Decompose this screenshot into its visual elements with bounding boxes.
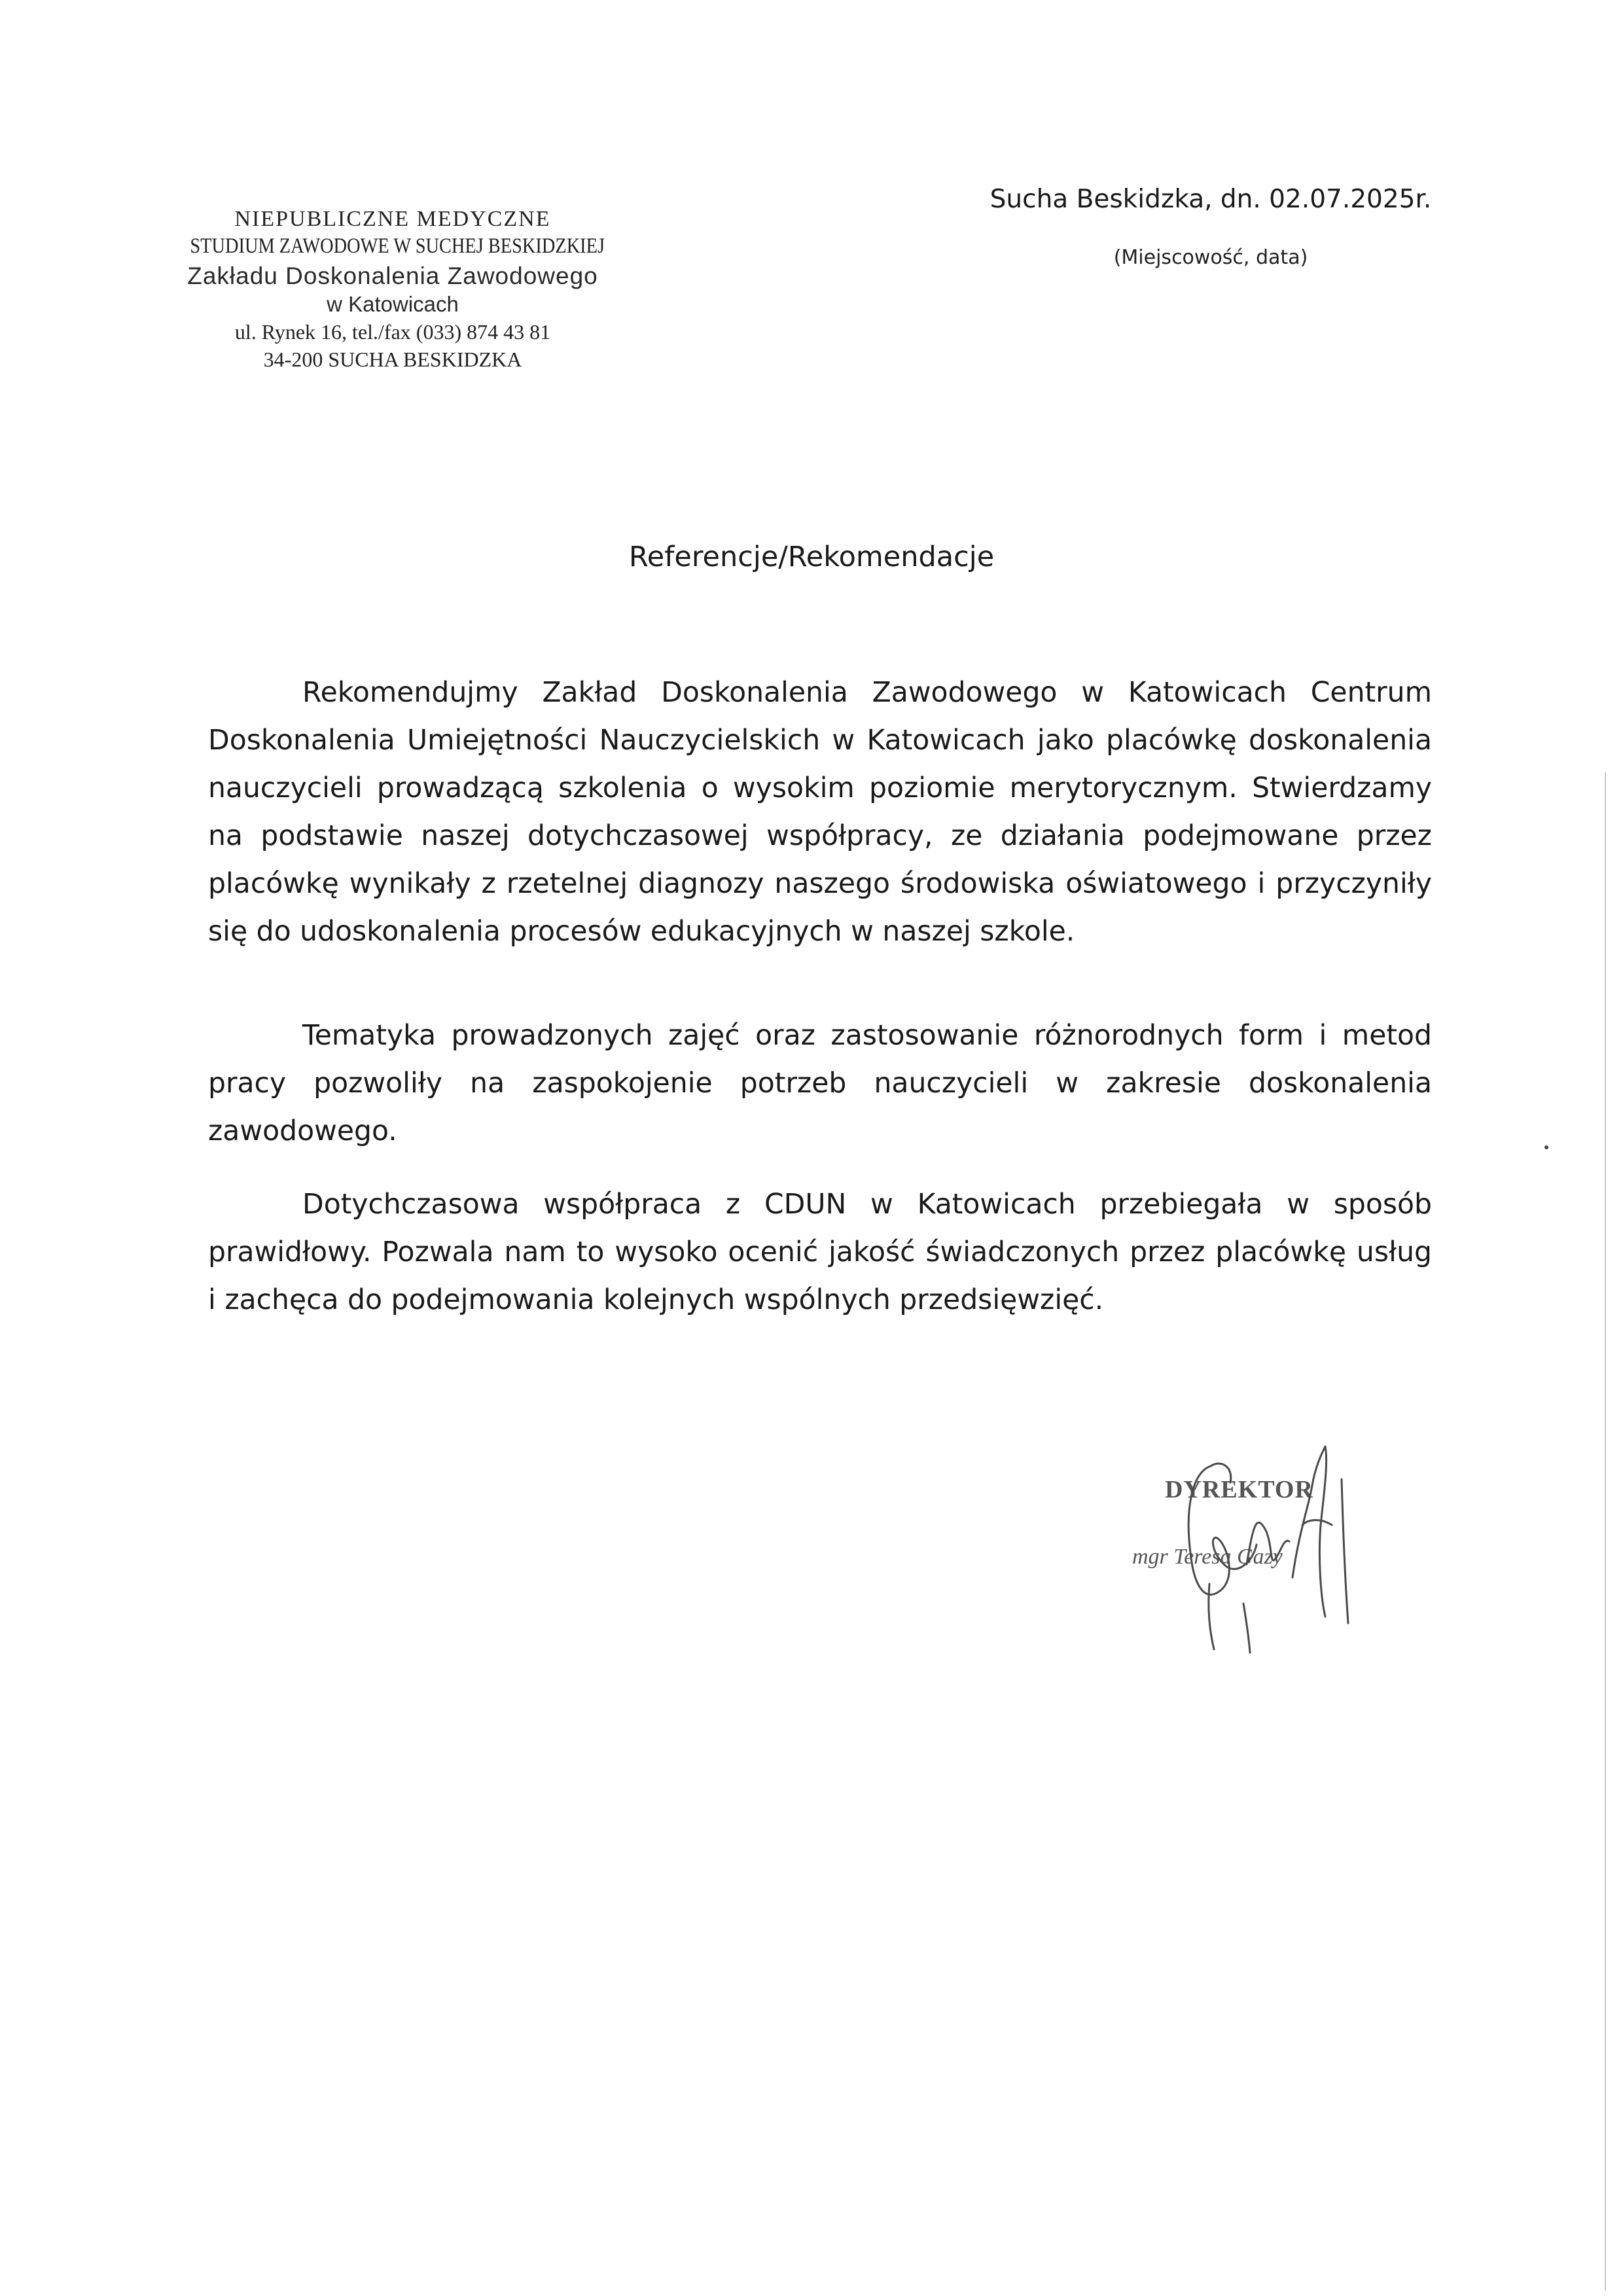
handwritten-signature — [1113, 1427, 1400, 1662]
stamp-line-6: 34-200 SUCHA BESKIDZKA — [263, 348, 522, 371]
paragraph-2: Tematyka prowadzonych zajęć oraz zastosowanie różnorodnych form i metod pracy pozwoliły na zaspokojenie potrzeb nauczycieli w zakresie doskonalenia zawodowego. — [208, 1020, 1432, 1147]
stamp-line-3: Zakładu Doskonalenia Zawodowego — [187, 262, 598, 289]
scan-edge-line — [1605, 772, 1606, 2291]
stamp-line-4: w Katowicach — [327, 292, 459, 316]
paragraph-1: Rekomendujmy Zakład Doskonalenia Zawodowego w Katowicach Centrum Doskonalenia Umiejętności Nauczycielskich w Katowicach jako placówkę doskonalenia nauczycieli prowadzącą szkolenia o wysokim poziomie merytorycznym. Stwierdzamy na podstawie naszej dotychczasowej współpracy, ze działania podejmowane przez placówkę wynikały z rzetelnej diagnozy naszego środowiska oświatowego i przyczyniły się do udoskonalenia procesów edukacyjnych w naszej szkole. — [208, 677, 1432, 948]
stamp-line-5: ul. Rynek 16, tel./fax (033) 874 43 81 — [234, 320, 551, 344]
signature-stamp-name: mgr Teresa Gazy — [1132, 1545, 1283, 1569]
institution-stamp — [157, 208, 628, 370]
document-title: Referencje/Rekomendacje — [628, 541, 995, 573]
paragraph-3: Dotychczasowa współpraca z CDUN w Katowicach przebiegała w sposób prawidłowy. Pozwala nam to wysoko ocenić jakość świadczonych przez placówkę usług i zachęca do podejmowania kolejnych wspólnych przedsięwzięć. — [208, 1189, 1432, 1316]
stamp-line-1: NIEPUBLICZNE MEDYCZNE — [234, 207, 551, 231]
signature-block — [1113, 1427, 1400, 1662]
signature-stamp-title: DYREKTOR — [1165, 1476, 1313, 1503]
place-date-caption: (Miejscowość, data) — [1113, 246, 1308, 269]
scan-speck — [1544, 1145, 1548, 1149]
place-date: Sucha Beskidzka, dn. 02.07.2025r. — [990, 185, 1432, 214]
stamp-line-2: STUDIUM ZAWODOWE W SUCHEJ BESKIDZKIEJ — [190, 234, 605, 258]
